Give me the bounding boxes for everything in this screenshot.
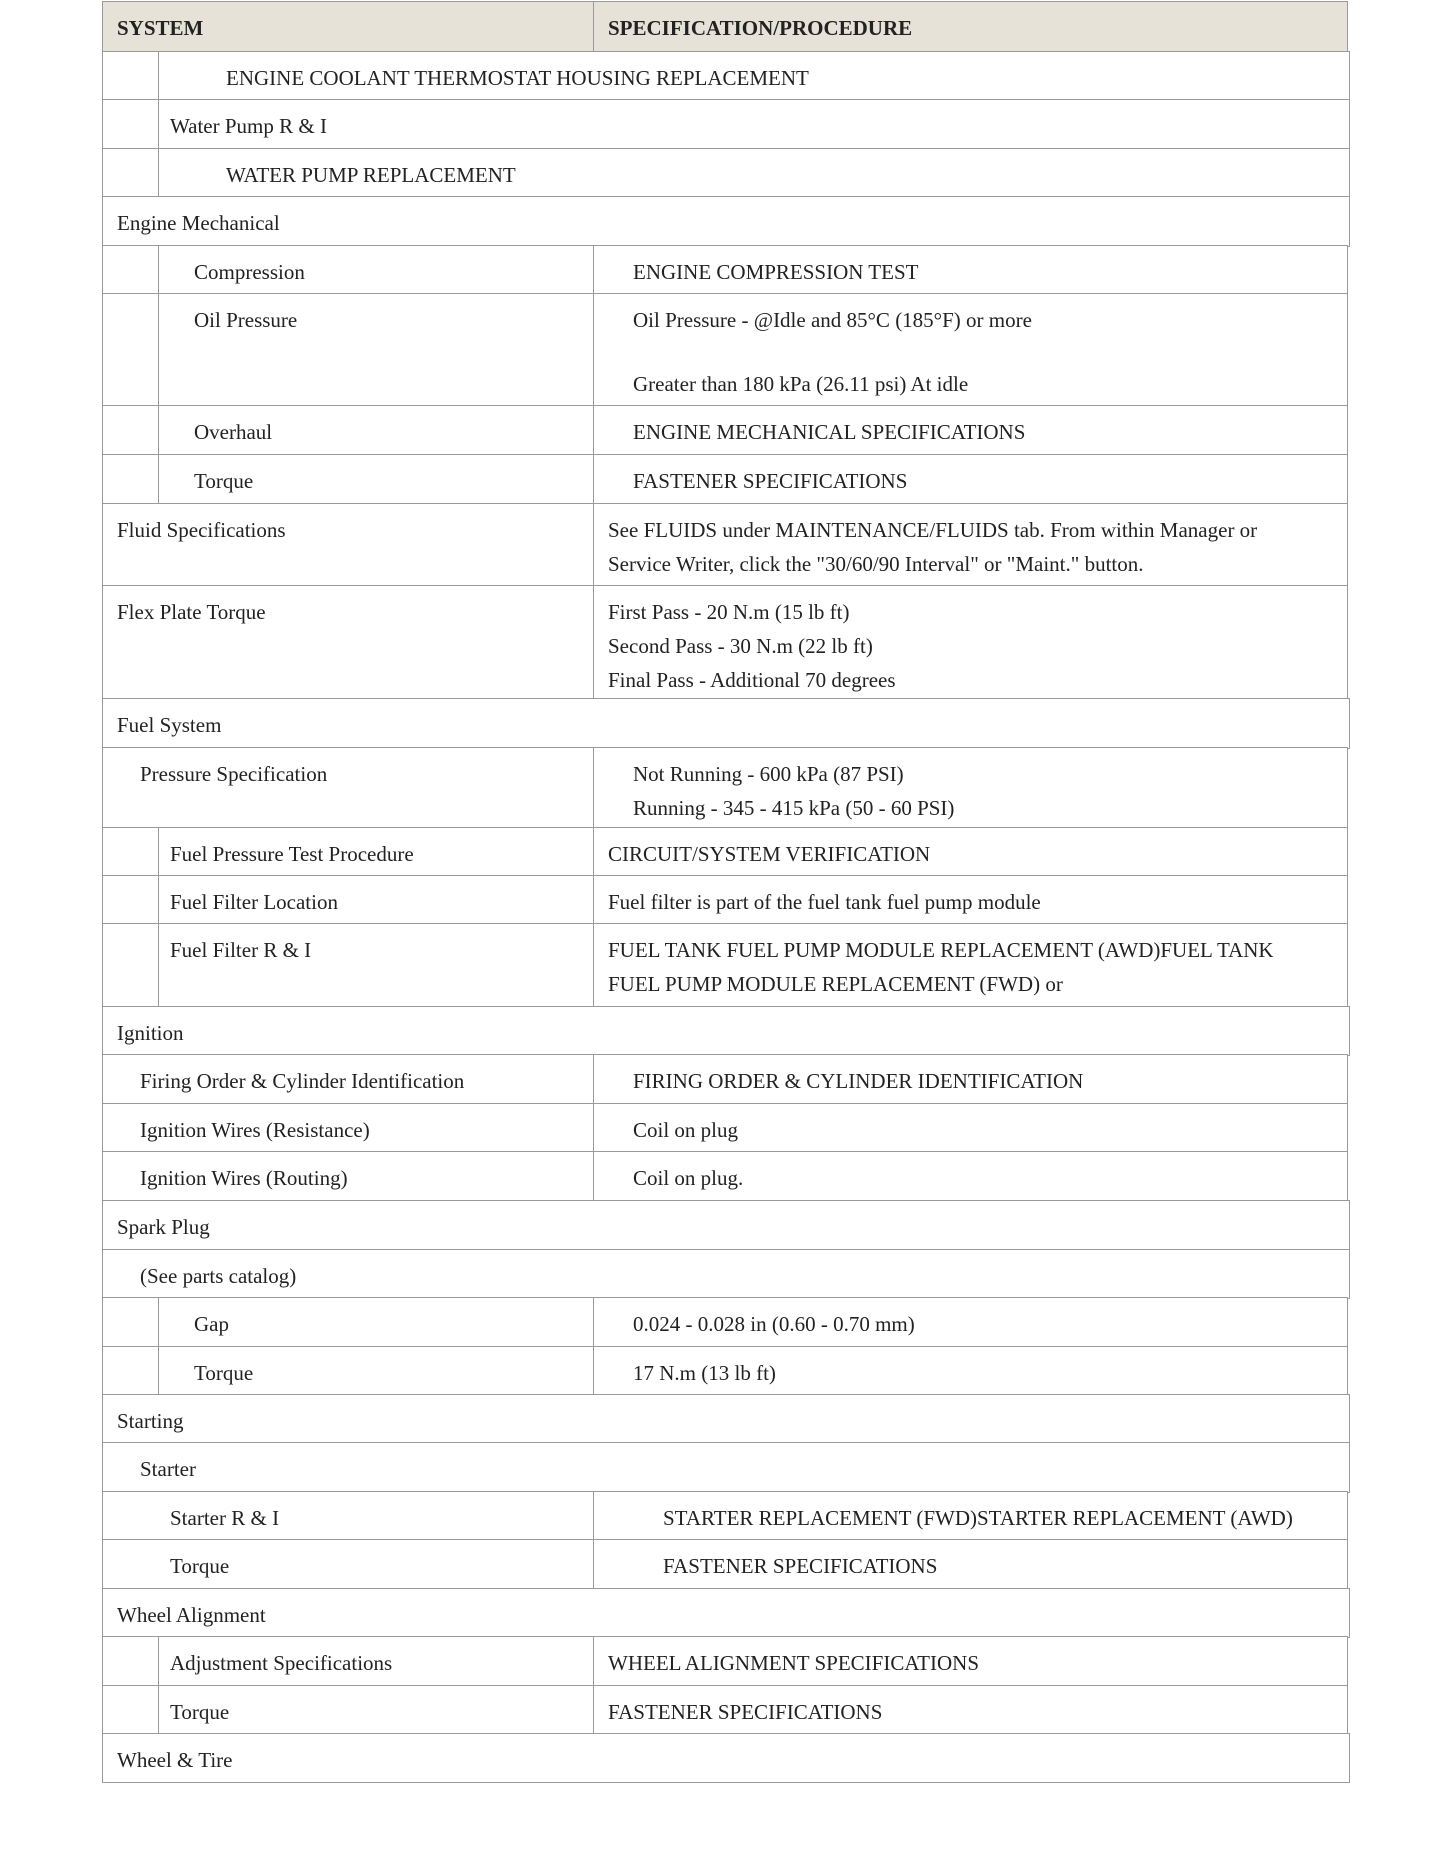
system-label: Ignition Wires (Resistance) xyxy=(140,1118,370,1142)
table-row xyxy=(102,1006,1348,1056)
system-label: Firing Order & Cylinder Identification xyxy=(140,1069,465,1093)
section-cell xyxy=(102,1733,1350,1783)
system-label: Fuel Pressure Test Procedure xyxy=(170,842,414,866)
spec-cell xyxy=(593,1054,1348,1105)
system-cell xyxy=(158,923,595,1008)
indent-cell xyxy=(102,454,160,505)
section-label: Engine Mechanical xyxy=(117,211,280,235)
indent-cell xyxy=(102,1685,160,1735)
section-cell xyxy=(102,1394,1350,1444)
table-row xyxy=(102,1200,1348,1251)
table-row xyxy=(102,698,1348,749)
spec-line: Greater than 180 kPa (26.11 psi) At idle xyxy=(633,372,969,396)
table-row xyxy=(102,503,1348,587)
spec-line: First Pass - 20 N.m (15 lb ft) xyxy=(608,600,850,624)
spec-line: 0.024 - 0.028 in (0.60 - 0.70 mm) xyxy=(633,1312,915,1336)
table-row xyxy=(102,1151,1348,1202)
header-spec-label: SPECIFICATION/PROCEDURE xyxy=(608,16,913,40)
spec-cell xyxy=(593,503,1348,587)
spec-line: FASTENER SPECIFICATIONS xyxy=(633,469,908,493)
section-cell xyxy=(102,698,1350,749)
table-row xyxy=(102,747,1348,829)
system-label: Oil Pressure xyxy=(194,308,298,332)
section-cell xyxy=(102,1588,1350,1638)
spec-line: WHEEL ALIGNMENT SPECIFICATIONS xyxy=(608,1651,979,1675)
system-label: Torque xyxy=(170,1554,230,1578)
spec-cell xyxy=(593,1151,1348,1202)
indent-cell xyxy=(102,51,160,101)
section-cell xyxy=(102,196,1350,247)
section-cell xyxy=(102,1249,1350,1299)
spec-line: See FLUIDS under MAINTENANCE/FLUIDS tab. From within Manager or xyxy=(608,518,1258,542)
system-label: Adjustment Specifications xyxy=(170,1651,393,1675)
system-cell xyxy=(158,1346,595,1396)
spec-line: FUEL PUMP MODULE REPLACEMENT (FWD) or xyxy=(608,972,1063,996)
spec-line: FIRING ORDER & CYLINDER IDENTIFICATION xyxy=(633,1069,1084,1093)
table-row xyxy=(102,585,1348,700)
section-cell xyxy=(102,1006,1350,1056)
indent-cell xyxy=(102,293,160,407)
table-row xyxy=(102,875,1348,925)
spec-cell xyxy=(593,293,1348,407)
spec-line: Oil Pressure - @Idle and 85°C (185°F) or more xyxy=(633,308,1032,332)
section-cell xyxy=(158,148,1350,198)
system-label: Compression xyxy=(194,260,305,284)
section-cell xyxy=(102,1442,1350,1493)
spec-line: ENGINE MECHANICAL SPECIFICATIONS xyxy=(633,420,1026,444)
spec-line: Running - 345 - 415 kPa (50 - 60 PSI) xyxy=(633,796,955,820)
table-row xyxy=(102,293,1348,407)
system-cell xyxy=(102,1103,595,1153)
section-label: (See parts catalog) xyxy=(140,1264,297,1288)
spec-line: Not Running - 600 kPa (87 PSI) xyxy=(633,762,904,786)
indent-cell xyxy=(102,148,160,198)
spec-line: FASTENER SPECIFICATIONS xyxy=(608,1700,883,1724)
header-spec xyxy=(593,1,1348,53)
spec-cell xyxy=(593,1491,1348,1541)
system-cell xyxy=(102,1491,595,1541)
spec-line: Final Pass - Additional 70 degrees xyxy=(608,668,896,692)
table-row xyxy=(102,1054,1348,1105)
spec-line: Coil on plug xyxy=(633,1118,739,1142)
spec-table xyxy=(102,1,1348,1781)
spec-cell xyxy=(593,585,1348,700)
spec-line: Coil on plug. xyxy=(633,1166,744,1190)
table-row xyxy=(102,1491,1348,1541)
system-label: Fuel Filter Location xyxy=(170,890,338,914)
system-label: Torque xyxy=(194,1361,254,1385)
system-cell xyxy=(158,1636,595,1687)
spec-cell xyxy=(593,827,1348,877)
spec-line: Fuel filter is part of the fuel tank fuel pump module xyxy=(608,890,1041,914)
system-cell xyxy=(102,747,595,829)
table-row xyxy=(102,827,1348,877)
table-row xyxy=(102,148,1348,198)
section-cell xyxy=(158,51,1350,101)
table-row xyxy=(102,405,1348,456)
spec-cell xyxy=(593,747,1348,829)
indent-cell xyxy=(102,1297,160,1348)
table-row xyxy=(102,1103,1348,1153)
table-row xyxy=(102,1346,1348,1396)
section-label: WATER PUMP REPLACEMENT xyxy=(226,163,516,187)
indent-cell xyxy=(102,923,160,1008)
system-cell xyxy=(158,405,595,456)
indent-cell xyxy=(102,875,160,925)
spec-cell xyxy=(593,923,1348,1008)
indent-cell xyxy=(102,99,160,150)
system-cell xyxy=(158,875,595,925)
spec-cell xyxy=(593,1346,1348,1396)
system-label: Starter R & I xyxy=(170,1506,280,1530)
table-row xyxy=(102,1539,1348,1590)
spec-line: Second Pass - 30 N.m (22 lb ft) xyxy=(608,634,873,658)
indent-cell xyxy=(102,1636,160,1687)
indent-cell xyxy=(102,827,160,877)
system-label: Torque xyxy=(194,469,254,493)
system-cell xyxy=(102,585,595,700)
table-row xyxy=(102,1636,1348,1687)
section-cell xyxy=(102,1200,1350,1251)
system-label: Torque xyxy=(170,1700,230,1724)
spec-cell xyxy=(593,1103,1348,1153)
section-label: ENGINE COOLANT THERMOSTAT HOUSING REPLACEMENT xyxy=(226,66,809,90)
section-label: Starter xyxy=(140,1457,196,1481)
system-cell xyxy=(158,1685,595,1735)
spec-cell xyxy=(593,1297,1348,1348)
indent-cell xyxy=(102,245,160,295)
spec-cell xyxy=(593,1539,1348,1590)
spec-cell xyxy=(593,454,1348,505)
section-label: Water Pump R & I xyxy=(170,114,327,138)
table-row xyxy=(102,923,1348,1008)
system-cell xyxy=(102,503,595,587)
table-row xyxy=(102,454,1348,505)
spec-line: STARTER REPLACEMENT (FWD)STARTER REPLACEMENT (AWD) xyxy=(663,1506,1293,1530)
spec-cell xyxy=(593,405,1348,456)
system-cell xyxy=(158,245,595,295)
system-label: Pressure Specification xyxy=(140,762,328,786)
table-row xyxy=(102,196,1348,247)
table-row xyxy=(102,51,1348,101)
spec-line xyxy=(633,337,1347,367)
system-cell xyxy=(158,293,595,407)
header-system-label: SYSTEM xyxy=(117,16,204,40)
spec-cell xyxy=(593,245,1348,295)
section-label: Fuel System xyxy=(117,713,222,737)
table-row xyxy=(102,1249,1348,1299)
spec-line: 17 N.m (13 lb ft) xyxy=(633,1361,776,1385)
spec-cell xyxy=(593,1685,1348,1735)
system-label: Gap xyxy=(194,1312,229,1336)
system-label: Flex Plate Torque xyxy=(117,600,266,624)
system-label: Ignition Wires (Routing) xyxy=(140,1166,348,1190)
spec-line: ENGINE COMPRESSION TEST xyxy=(633,260,919,284)
table-row xyxy=(102,1733,1348,1783)
table-row xyxy=(102,1685,1348,1735)
spec-line: CIRCUIT/SYSTEM VERIFICATION xyxy=(608,842,931,866)
spec-cell xyxy=(593,1636,1348,1687)
table-row xyxy=(102,1588,1348,1638)
spec-line: FASTENER SPECIFICATIONS xyxy=(663,1554,938,1578)
system-cell xyxy=(102,1054,595,1105)
section-label: Starting xyxy=(117,1409,184,1433)
table-row xyxy=(102,1442,1348,1493)
section-label: Wheel Alignment xyxy=(117,1603,266,1627)
system-label: Fuel Filter R & I xyxy=(170,938,312,962)
indent-cell xyxy=(102,1346,160,1396)
system-cell xyxy=(102,1539,595,1590)
section-label: Spark Plug xyxy=(117,1215,210,1239)
header-system xyxy=(102,1,595,53)
spec-line: FUEL TANK FUEL PUMP MODULE REPLACEMENT (AWD)FUEL TANK xyxy=(608,938,1274,962)
system-cell xyxy=(158,454,595,505)
indent-cell xyxy=(102,405,160,456)
section-label: Ignition xyxy=(117,1021,184,1045)
spec-cell xyxy=(593,875,1348,925)
system-cell xyxy=(158,827,595,877)
system-label: Fluid Specifications xyxy=(117,518,286,542)
table-row xyxy=(102,1394,1348,1444)
spec-line: Service Writer, click the "30/60/90 Interval" or "Maint." button. xyxy=(608,552,1144,576)
header-row xyxy=(102,1,1348,53)
system-cell xyxy=(102,1151,595,1202)
system-cell xyxy=(158,1297,595,1348)
section-label: Wheel & Tire xyxy=(117,1748,233,1772)
table-row xyxy=(102,99,1348,150)
system-label: Overhaul xyxy=(194,420,273,444)
table-row xyxy=(102,1297,1348,1348)
table-row xyxy=(102,245,1348,295)
section-cell xyxy=(158,99,1350,150)
